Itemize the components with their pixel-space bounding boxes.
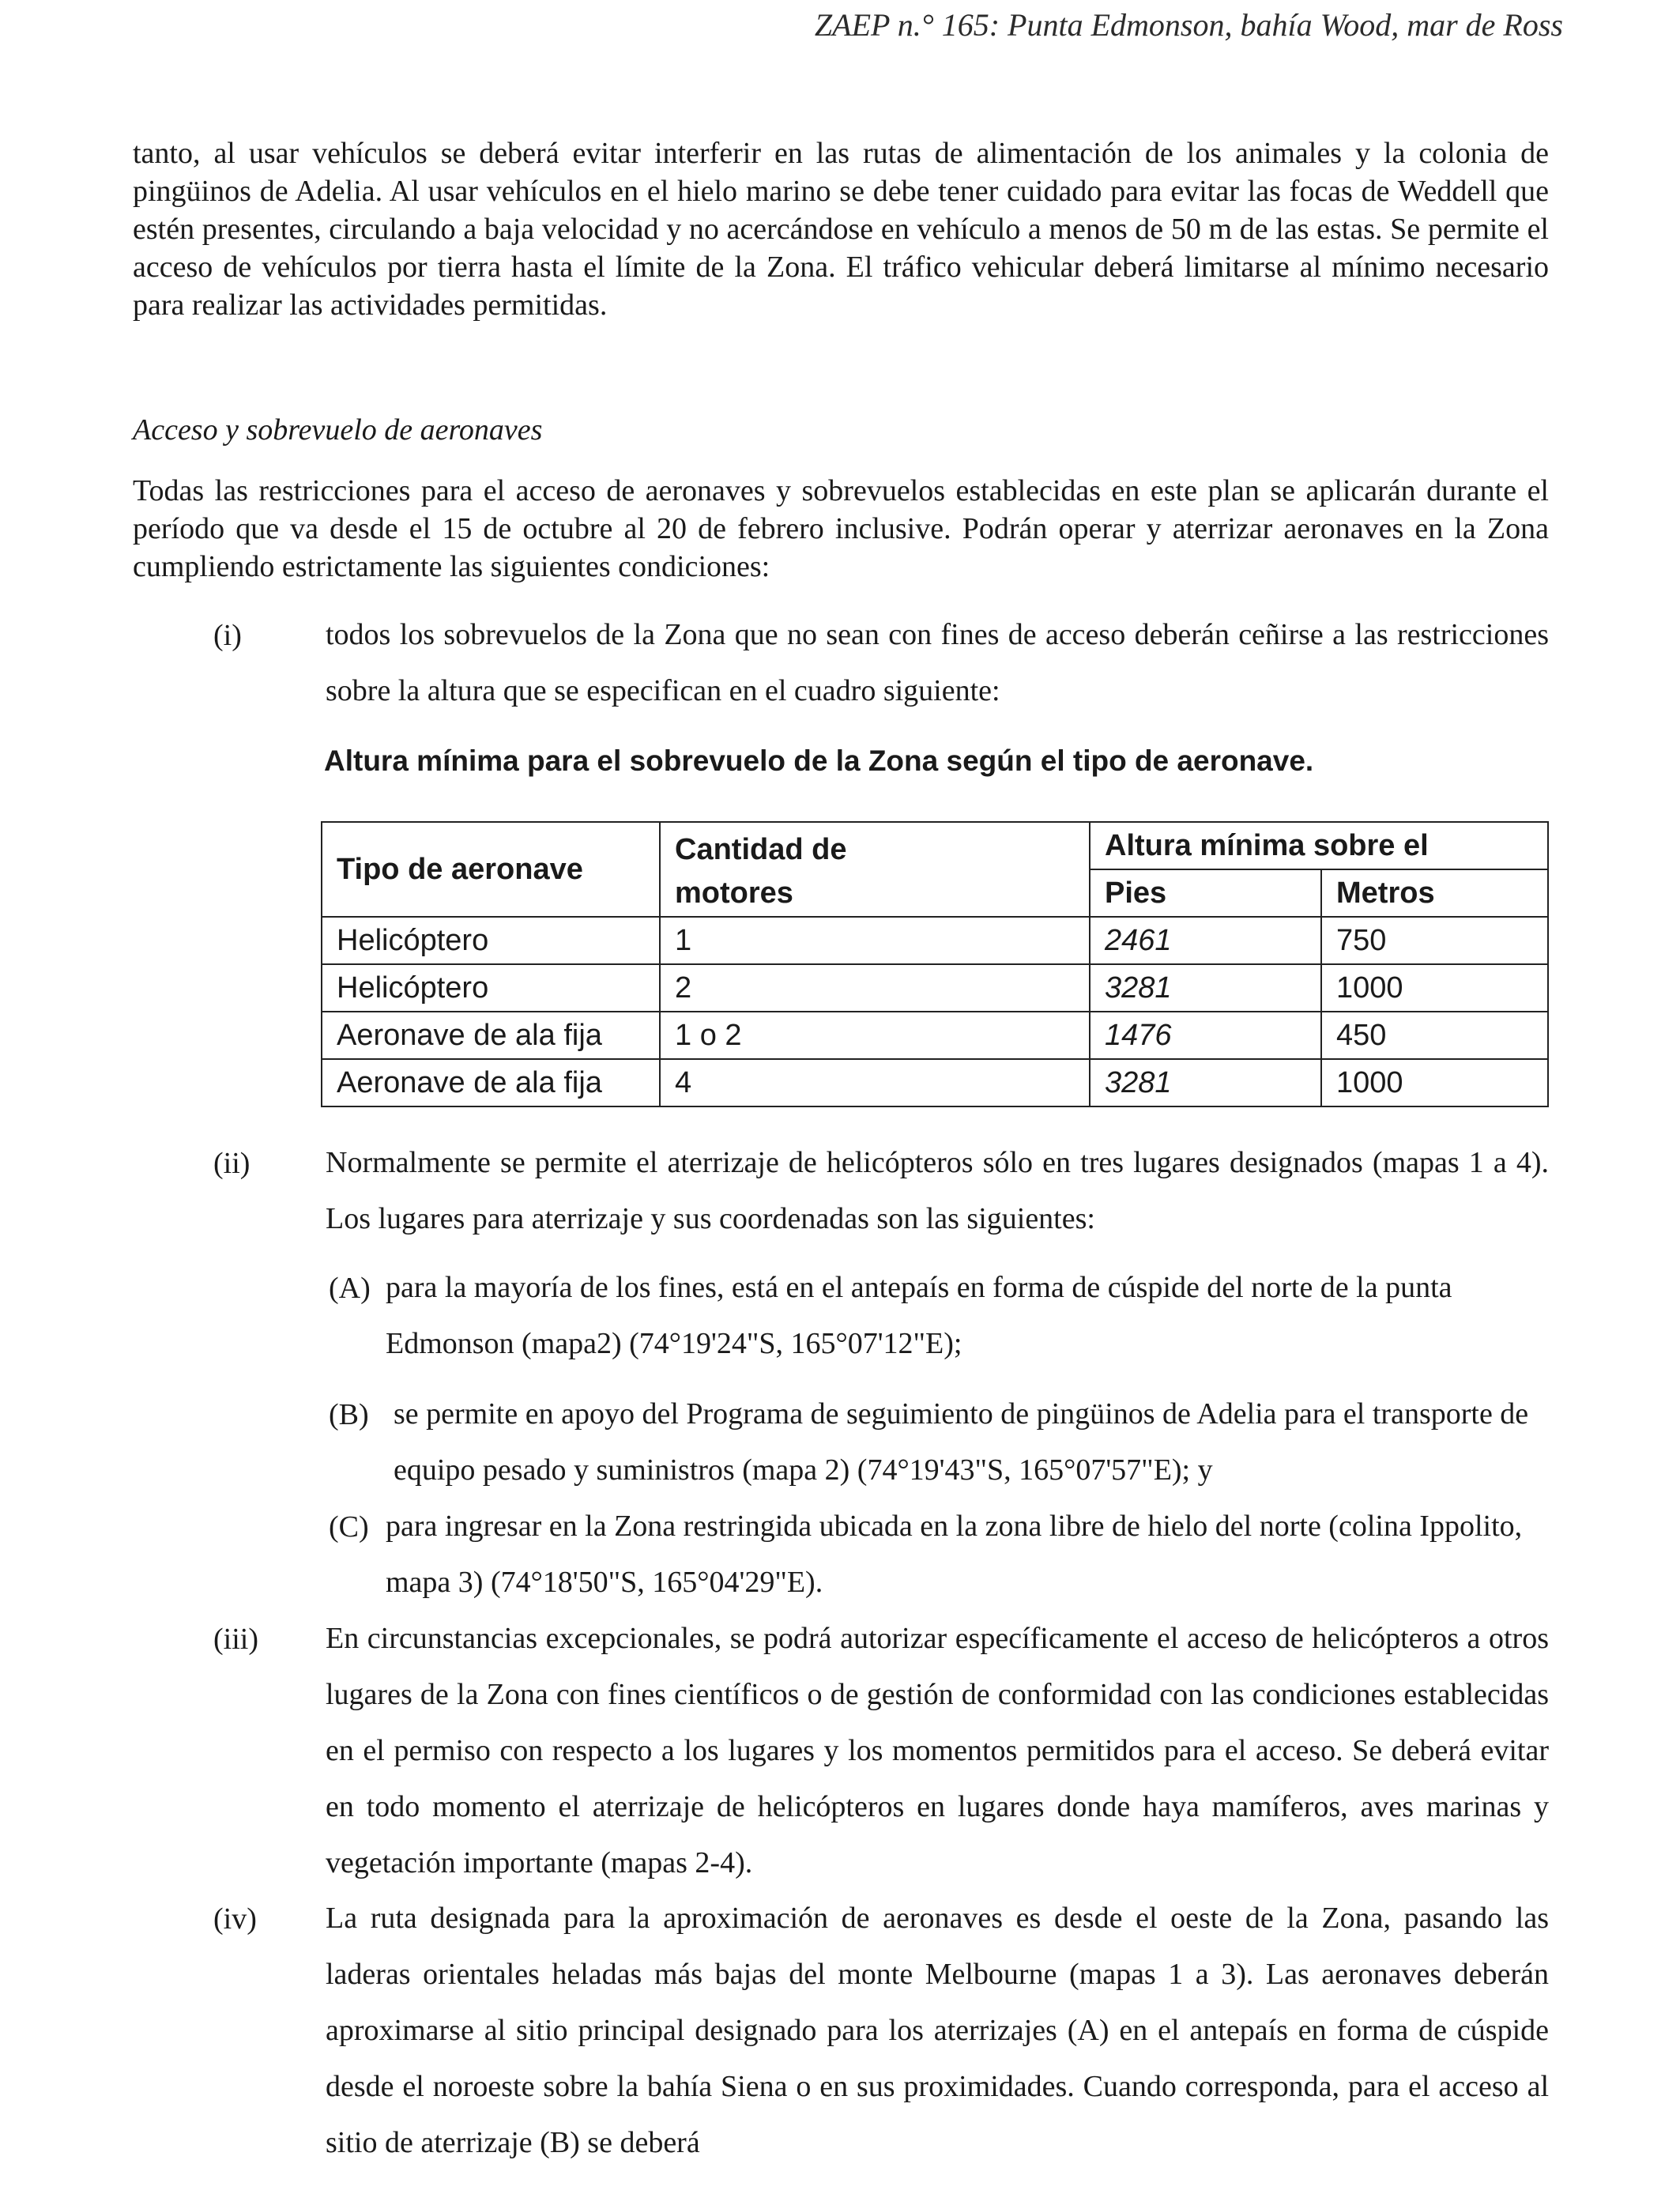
cell-feet: 2461 bbox=[1090, 917, 1321, 964]
table-row bbox=[322, 964, 1548, 1012]
cell-engines: 1 o 2 bbox=[660, 1012, 1090, 1059]
cell-meters: 1000 bbox=[1321, 1059, 1548, 1106]
landing-site-a-marker: (A) bbox=[329, 1272, 371, 1305]
intro-paragraph: tanto, al usar vehículos se deberá evitar interferir en las rutas de alimentación de los animales y la colonia de pingüinos de Adelia. Al usar vehículos en el hielo marino se debe tener cuidado para evitar las focas de Weddell que estén presentes, circulando a baja velocidad y no acercándose en vehículo a menos de 50 m de las estas. Se permite el acceso de vehículos por tierra hasta el límite de la Zona. El tráfico vehicular deberá limitarse al mínimo necesario para realizar las actividades permitidas. bbox=[133, 137, 1549, 322]
cell-feet: 3281 bbox=[1090, 1059, 1321, 1106]
item-iii-marker: (iii) bbox=[213, 1623, 258, 1656]
table-row bbox=[322, 1012, 1548, 1059]
header-engines-line2: motores bbox=[675, 876, 793, 910]
cell-engines: 2 bbox=[660, 964, 1090, 1012]
cell-type: Aeronave de ala fija bbox=[322, 1059, 660, 1106]
table-header-row bbox=[322, 822, 1548, 869]
cell-feet: 1476 bbox=[1090, 1012, 1321, 1059]
altitude-table bbox=[321, 821, 1549, 1107]
cell-feet: 3281 bbox=[1090, 964, 1321, 1012]
landing-site-b-text-content: se permite en apoyo del Programa de seguimiento de pingüinos de Adelia para el transporte de equipo pesado y suministros (mapa 2) (74°19'43"S, 165°07'57"E); y bbox=[394, 1397, 1529, 1487]
section-paragraph: Todas las restricciones para el acceso de aeronaves y sobrevuelos establecidas en este plan se aplicarán durante el período que va desde el 15 de octubre al 20 de febrero inclusive. Podrán operar y aterrizar aeronaves en la Zona cumpliendo estrictamente las siguientes condiciones: bbox=[133, 474, 1549, 583]
table-title: Altura mínima para el sobrevuelo de la Zona según el tipo de aeronave. bbox=[324, 745, 1314, 777]
item-iii-text: En circunstancias excepcionales, se podrá autorizar específicamente el acceso de helicópteros a otros lugares de la Zona con fines científicos o de gestión de conformidad con las condiciones establecidas en el permiso con respecto a los lugares y los momentos permitidos para el acceso. Se deberá evitar en todo momento el aterrizaje de helicópteros en lugares donde haya mamíferos, aves marinas y vegetación importante (mapas 2-4). bbox=[326, 1622, 1549, 1879]
header-type: Tipo de aeronave bbox=[322, 822, 660, 917]
item-ii-text: Normalmente se permite el aterrizaje de helicópteros sólo en tres lugares designados (mapas 1 a 4). Los lugares para aterrizaje y sus coordenadas son las siguientes: bbox=[326, 1146, 1549, 1235]
landing-site-c-text-content: para ingresar en la Zona restringida ubicada en la zona libre de hielo del norte (colina Ippolito, mapa 3) (74°18'50"S, 165°04'29"E). bbox=[386, 1510, 1523, 1599]
item-iv-marker: (iv) bbox=[213, 1902, 257, 1936]
landing-site-b-marker: (B) bbox=[329, 1398, 369, 1431]
cell-meters: 1000 bbox=[1321, 964, 1548, 1012]
table-row bbox=[322, 917, 1548, 964]
cell-meters: 450 bbox=[1321, 1012, 1548, 1059]
table-row bbox=[322, 1059, 1548, 1106]
landing-site-a-text-content: para la mayoría de los fines, está en el antepaís en forma de cúspide del norte de la punta Edmonson (mapa2) (74°19'24"S, 165°07'12"E); bbox=[386, 1271, 1452, 1360]
section-heading: Acceso y sobrevuelo de aeronaves bbox=[133, 413, 543, 447]
running-header: ZAEP n.° 165: Punta Edmonson, bahía Wood, mar de Ross bbox=[814, 7, 1563, 43]
landing-site-a-text bbox=[386, 1260, 1549, 1372]
header-engines bbox=[660, 822, 1090, 917]
item-i-marker: (i) bbox=[213, 619, 242, 652]
cell-type: Aeronave de ala fija bbox=[322, 1012, 660, 1059]
header-min-height: Altura mínima sobre el bbox=[1090, 822, 1548, 869]
item-iv-text: La ruta designada para la aproximación de aeronaves es desde el oeste de la Zona, pasando las laderas orientales heladas más bajas del monte Melbourne (mapas 1 a 3). Las aeronaves deberán aproximarse al sitio principal designado para los aterrizajes (A) en el antepaís en forma de cúspide desde el noroeste sobre la bahía Siena o en sus proximidades. Cuando corresponda, para el acceso al sitio de aterrizaje (B) se deberá bbox=[326, 1902, 1549, 2159]
landing-site-c-marker: (C) bbox=[329, 1510, 369, 1544]
header-meters: Metros bbox=[1321, 869, 1548, 917]
landing-site-b-text bbox=[394, 1386, 1549, 1498]
cell-engines: 1 bbox=[660, 917, 1090, 964]
cell-engines: 4 bbox=[660, 1059, 1090, 1106]
header-engines-line1: Cantidad de bbox=[675, 833, 847, 866]
item-ii-marker: (ii) bbox=[213, 1147, 250, 1180]
item-i-text: todos los sobrevuelos de la Zona que no sean con fines de acceso deberán ceñirse a las restricciones sobre la altura que se especifican en el cuadro siguiente: bbox=[326, 618, 1549, 707]
header-feet: Pies bbox=[1090, 869, 1321, 917]
cell-type: Helicóptero bbox=[322, 917, 660, 964]
landing-site-c-text bbox=[386, 1498, 1549, 1611]
cell-type: Helicóptero bbox=[322, 964, 660, 1012]
cell-meters: 750 bbox=[1321, 917, 1548, 964]
